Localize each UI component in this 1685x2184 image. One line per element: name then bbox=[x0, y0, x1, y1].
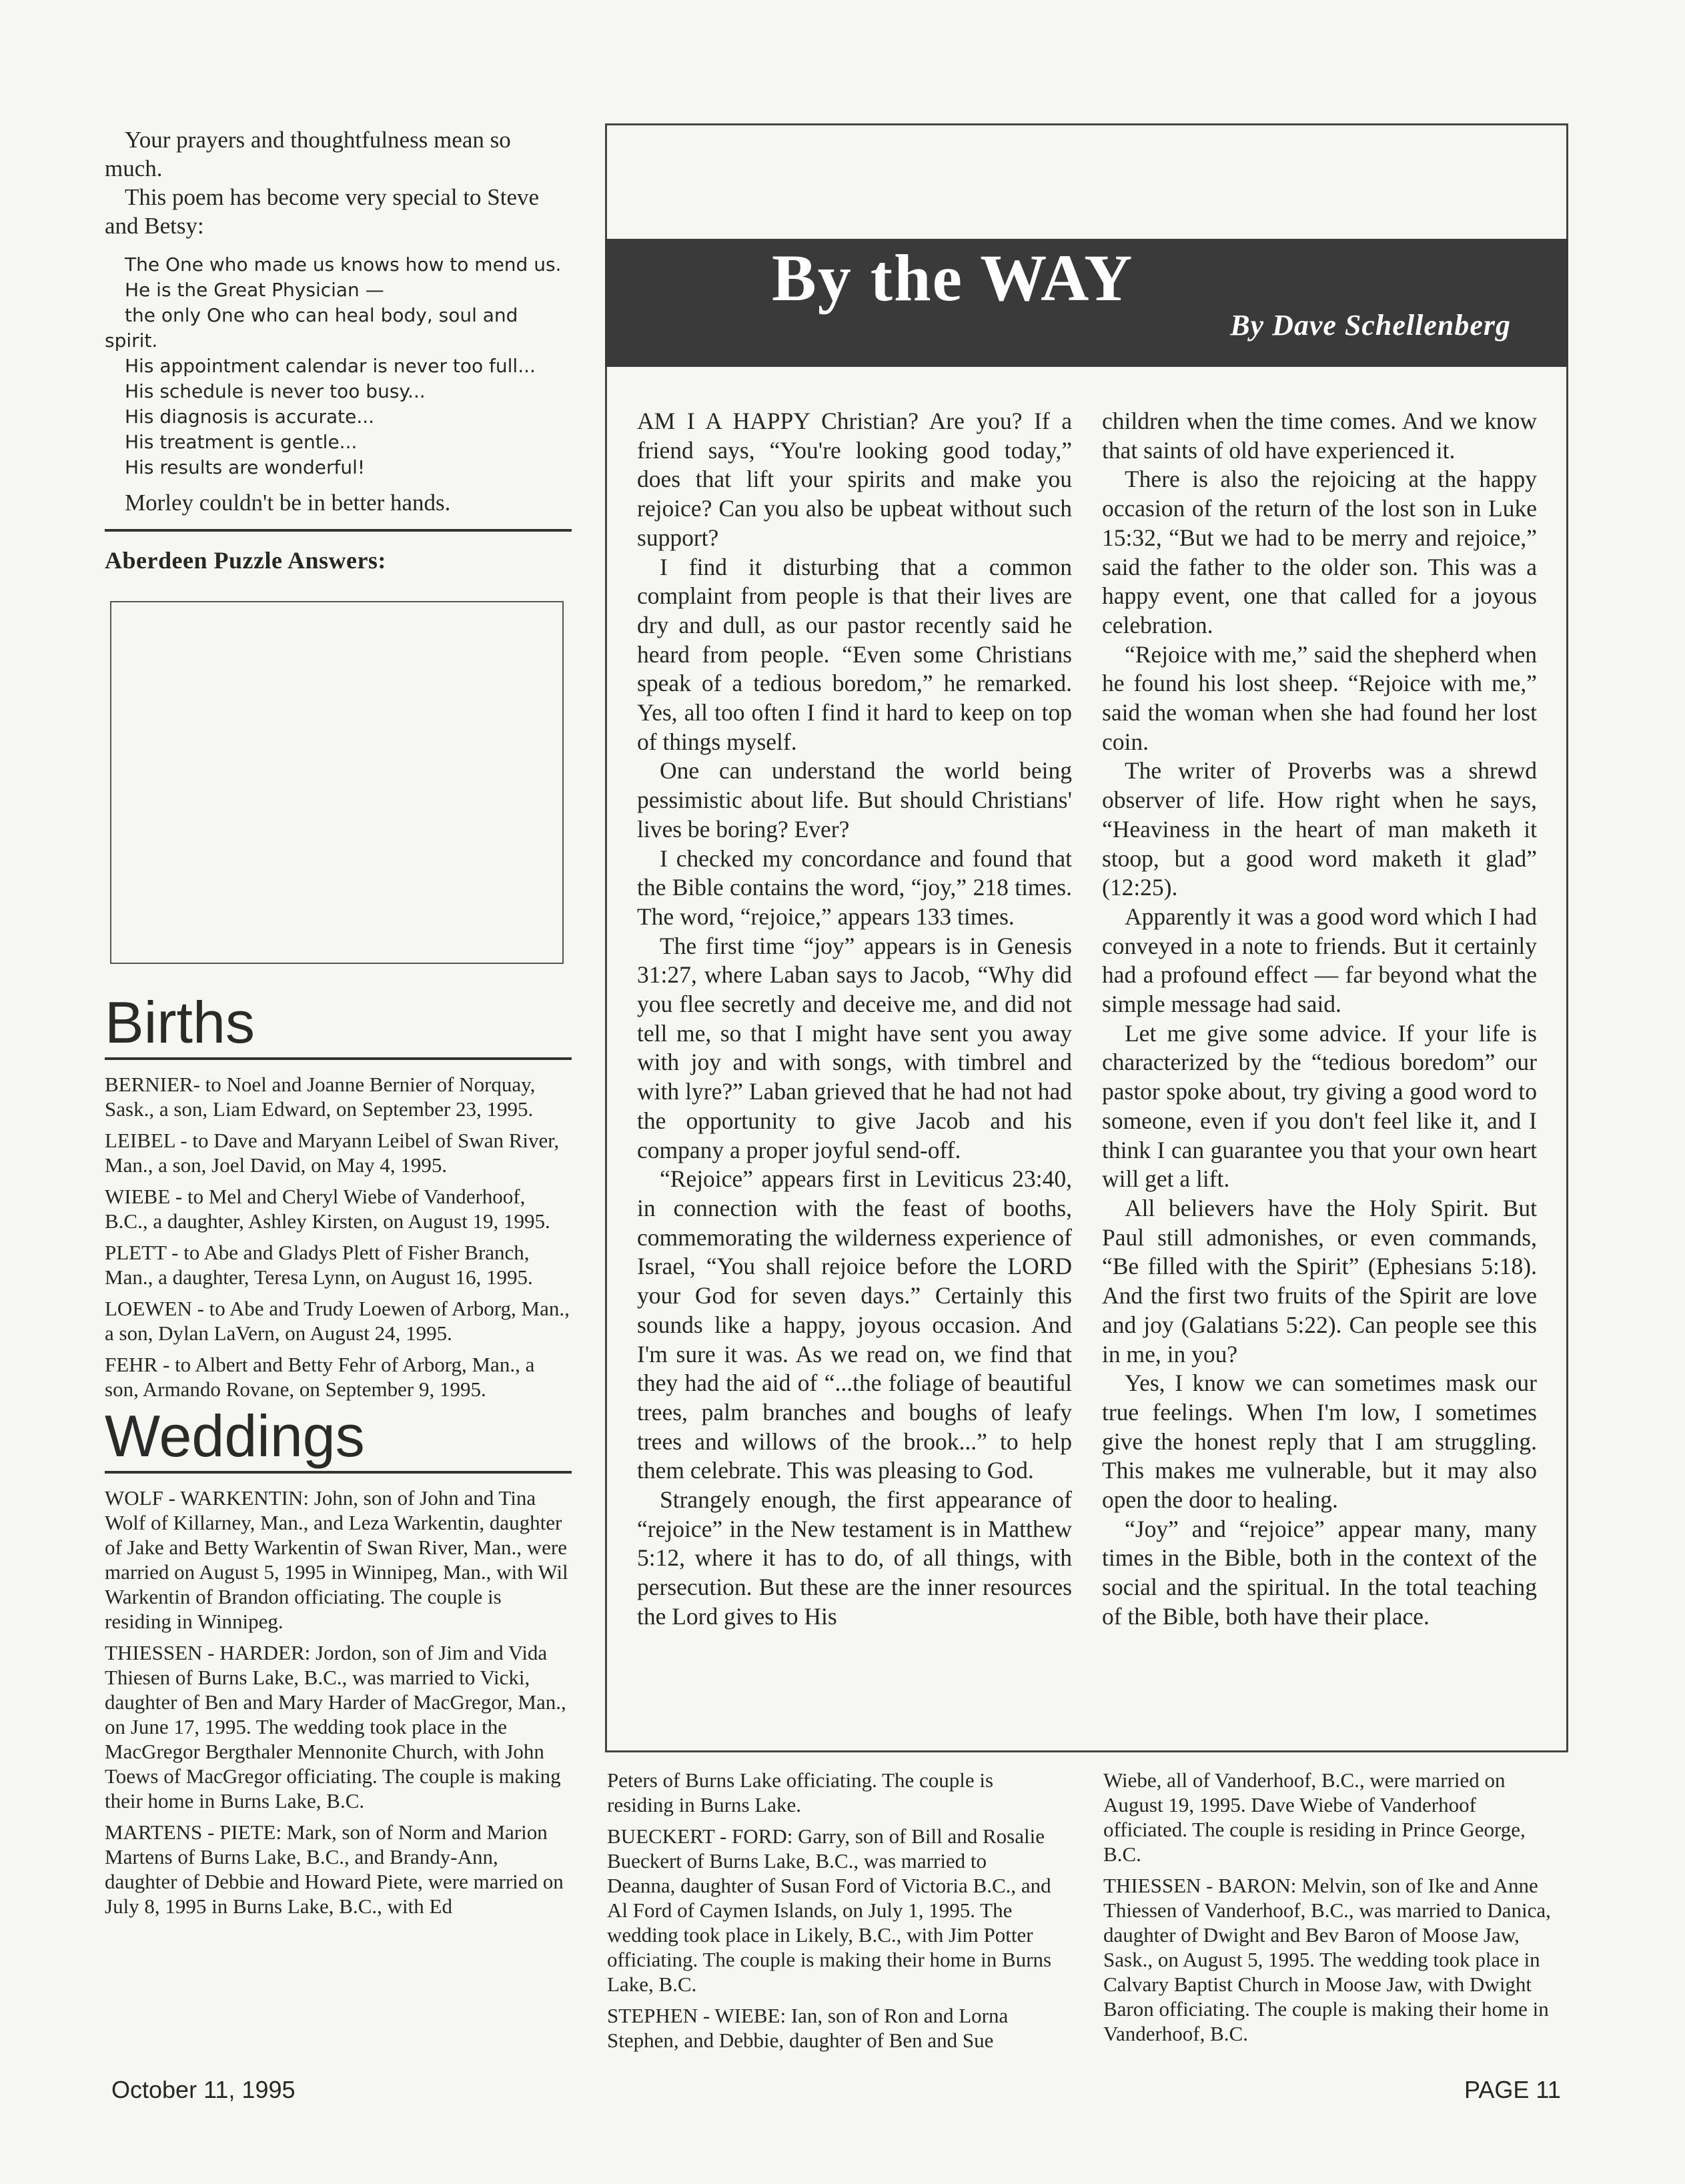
birth-entry: PLETT - to Abe and Gladys Plett of Fisher Branch, Man., a daughter, Teresa Lynn, on August 16, 1995. bbox=[105, 1241, 533, 1289]
wedding-entry: MARTENS - PIETE: Mark, son of Norm and Marion Martens of Burns Lake, B.C., and Brandy-Ann, daughter of Debbie and Howard Piete, were married on July 8, 1995 in Burns Lake, B.C., with Ed bbox=[105, 1820, 564, 1918]
article-column-1 bbox=[637, 407, 1072, 1632]
birth-entry: BERNIER- to Noel and Joanne Bernier of Norquay, Sask., a son, Liam Edward, on September 23, 1995. bbox=[105, 1073, 536, 1121]
weddings-col1 bbox=[105, 1486, 572, 1919]
closing-line: Morley couldn't be in better hands. bbox=[125, 490, 451, 516]
divider bbox=[105, 529, 572, 532]
article-paragraph: “Rejoice with me,” said the shepherd when he found his lost sheep. “Rejoice with me,” said the woman when she had found her lost coin. bbox=[1102, 640, 1537, 755]
column-byline: By Dave Schellenberg bbox=[1230, 309, 1511, 342]
column-banner bbox=[605, 239, 1568, 367]
births-list bbox=[105, 1072, 572, 1402]
article-paragraph: Apparently it was a good word which I had conveyed in a note to friends. But it certainly had a profound effect — far beyond what the simple message had said. bbox=[1102, 903, 1537, 1018]
weddings-col2 bbox=[607, 1768, 1059, 2053]
poem-line: His treatment is gentle... bbox=[125, 431, 358, 453]
weddings-divider bbox=[105, 1471, 572, 1474]
puzzle-title: Aberdeen Puzzle Answers: bbox=[105, 547, 386, 574]
article-paragraph: “Rejoice” appears first in Leviticus 23:40, in connection with the feast of booths, commemorating the wilderness experience of Israel, “You shall rejoice before the LORD your God for seven days.” Certainly this sounds like a happy, joyous occasion. And I'm sure it was. As we read on, we find that they had the aid of “...the foliage of beautiful trees, palm branches and boughs of leafy trees and willows of the brook...” to help them celebrate. This was pleasing to God. bbox=[637, 1165, 1072, 1484]
birth-entry: LOEWEN - to Abe and Trudy Loewen of Arborg, Man., a son, Dylan LaVern, on August 24, 1995. bbox=[105, 1297, 570, 1345]
article-paragraph: There is also the rejoicing at the happy occasion of the return of the lost son in Luke 15:32, “But we had to be merry and rejoice,” said the father to the older son. This was a happy event, one that called for a joyous celebration. bbox=[1102, 466, 1537, 638]
birth-entry: WIEBE - to Mel and Cheryl Wiebe of Vanderhoof, B.C., a daughter, Ashley Kirsten, on August 19, 1995. bbox=[105, 1185, 550, 1233]
column-title: By the WAY bbox=[772, 241, 1134, 315]
poem-line: the only One who can heal body, soul and spirit. bbox=[105, 304, 518, 352]
wedding-entry: Wiebe, all of Vanderhoof, B.C., were married on August 19, 1995. Dave Wiebe of Vanderhoof officiated. The couple is residing in Prince George, B.C. bbox=[1103, 1768, 1526, 1866]
wedding-entry: Peters of Burns Lake officiating. The couple is residing in Burns Lake. bbox=[607, 1768, 994, 1816]
poem-line: His schedule is never too busy... bbox=[125, 380, 426, 402]
article-paragraph: “Joy” and “rejoice” appear many, many times in the Bible, both in the context of the social and the spiritual. In the total teaching of the Bible, both have their place. bbox=[1102, 1515, 1537, 1630]
article-paragraph: Strangely enough, the first appearance of “rejoice” in the New testament is in Matthew 5:12, where it has to do, of all things, with persecution. But these are the inner resources the Lord gives to His bbox=[637, 1486, 1072, 1630]
weddings-title: Weddings bbox=[105, 1403, 365, 1469]
birth-entry: LEIBEL - to Dave and Maryann Leibel of Swan River, Man., a son, Joel David, on May 4, 1995. bbox=[105, 1129, 560, 1177]
puzzle-answer-box bbox=[110, 601, 564, 964]
article-paragraph: The first time “joy” appears is in Genesis 31:27, where Laban says to Jacob, “Why did you flee secretly and deceive me, and did not tell me, so that I might have sent you away with joy and with songs, with timbrel and with lyre?” Laban grieved that he had not had the opportunity to give Jacob and his company a proper joyful send-off. bbox=[637, 932, 1072, 1163]
births-title: Births bbox=[105, 989, 255, 1055]
article-paragraph: Yes, I know we can sometimes mask our true feelings. When I'm low, I sometimes give the honest reply that I am struggling. This makes me vulnerable, but it may also open the door to healing. bbox=[1102, 1370, 1537, 1514]
article-paragraph: One can understand the world being pessimistic about life. But should Christians' lives be boring? Ever? bbox=[637, 757, 1072, 843]
poem-line: He is the Great Physician — bbox=[125, 279, 384, 301]
article-column-2 bbox=[1102, 407, 1537, 1632]
poem-line: His diagnosis is accurate... bbox=[125, 406, 375, 428]
poem-line: His appointment calendar is never too full... bbox=[125, 355, 536, 377]
wedding-entry: THIESSEN - HARDER: Jordon, son of Jim and Vida Thiesen of Burns Lake, B.C., was married to Vicki, daughter of Ben and Mary Harder of MacGregor, Man., on June 17, 1995. The wedding took place in the MacGregor Bergthaler Mennonite Church, with John Toews of MacGregor officiating. The couple is making their home in Burns Lake, B.C. bbox=[105, 1641, 566, 1812]
wedding-entry: BUECKERT - FORD: Garry, son of Bill and Rosalie Bueckert of Burns Lake, B.C., was married to Deanna, daughter of Susan Ford of Victoria B.C., and Al Ford of Caymen Islands, on July 1, 1995. The wedding took place in Likely, B.C., with Jim Potter officiating. The couple is making their home in Burns Lake, B.C. bbox=[607, 1824, 1052, 1996]
left-column bbox=[105, 125, 572, 1919]
article-paragraph: I checked my concordance and found that the Bible contains the word, “joy,” 218 times. The word, “rejoice,” appears 133 times. bbox=[637, 845, 1072, 930]
article-paragraph: Let me give some advice. If your life is characterized by the “tedious boredom” our pastor spoke about, try giving a good word to someone, even if you don't feel like it, and I think I can guarantee you that your own heart will get a lift. bbox=[1102, 1019, 1537, 1193]
poem-line: His results are wonderful! bbox=[125, 456, 366, 478]
article-paragraph: All believers have the Holy Spirit. But Paul still admonishes, or even commands, “Be filled with the Spirit” (Ephesians 5:18). And the first two fruits of the Spirit are love and joy (Galatians 5:22). Can people see this in me, in you? bbox=[1102, 1194, 1537, 1368]
wedding-entry: WOLF - WARKENTIN: John, son of John and Tina Wolf of Killarney, Man., and Leza Warkentin, daughter of Jake and Betty Warkentin of Swan River, Man., were married on August 5, 1995 in Winnipeg, Man., with Wil Warkentin of Brandon officiating. The couple is residing in Winnipeg. bbox=[105, 1486, 568, 1633]
wedding-entry: THIESSEN - BARON: Melvin, son of Ike and Anne Thiessen of Vanderhoof, B.C., was married to Danica, daughter of Dwight and Bev Baron of Moose Jaw, Sask., on August 5, 1995. The wedding took place in Calvary Baptist Church in Moose Jaw, with Dwight Baron officiating. The couple is making their home in Vanderhoof, B.C. bbox=[1103, 1874, 1551, 2045]
article-paragraph: AM I A HAPPY Christian? Are you? If a friend says, “You're looking good today,” does that lift your spirits and make you rejoice? Can you also be upbeat without such support? bbox=[637, 408, 1072, 551]
intro-paragraph-1: Your prayers and thoughtfulness mean so much. bbox=[105, 127, 511, 181]
weddings-col3 bbox=[1103, 1768, 1556, 2046]
footer-page-number: PAGE 11 bbox=[1464, 2076, 1561, 2103]
birth-entry: FEHR - to Albert and Betty Fehr of Arborg, Man., a son, Armando Rovane, on September 9, 1995. bbox=[105, 1353, 535, 1401]
wedding-entry: STEPHEN - WIEBE: Ian, son of Ron and Lorna Stephen, and Debbie, daughter of Ben and Sue bbox=[607, 2004, 1009, 2052]
article-paragraph: The writer of Proverbs was a shrewd observer of life. How right when he says, “Heaviness in the heart of man maketh it stoop, but a good word maketh it glad” (12:25). bbox=[1102, 757, 1537, 901]
births-divider bbox=[105, 1057, 572, 1060]
poem bbox=[105, 252, 572, 480]
intro-paragraph-2: This poem has become very special to Steve and Betsy: bbox=[105, 184, 540, 239]
footer-date: October 11, 1995 bbox=[111, 2076, 296, 2103]
poem-line: The One who made us knows how to mend us. bbox=[125, 253, 562, 276]
article-paragraph: children when the time comes. And we know that saints of old have experienced it. bbox=[1102, 408, 1537, 464]
article-paragraph: I find it disturbing that a common complaint from people is that their lives are dry and dull, as our pastor recently said he heard from people. “Even some Christians speak of a tedious boredom,” he remarked. Yes, all too often I find it hard to keep on top of things myself. bbox=[637, 553, 1072, 755]
